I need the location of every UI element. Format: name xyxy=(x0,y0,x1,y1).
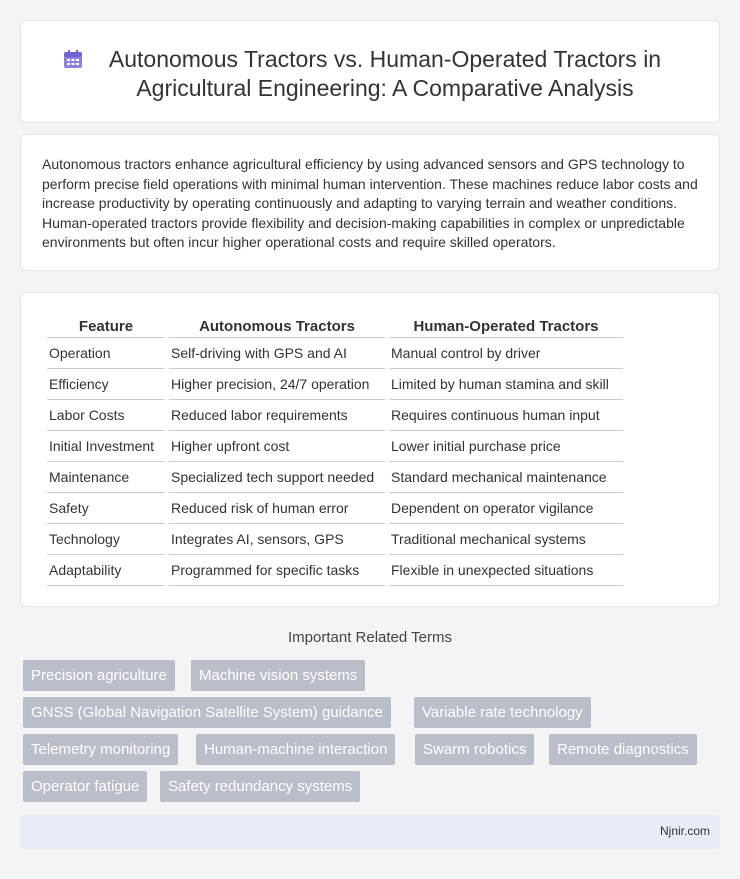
intro-paragraph: Autonomous tractors enhance agricultural efficiency by using advanced sensors and GPS technology to perform precise field operations with minimal human intervention. These machines reduce labor costs and increase productivity by operating continuously and adapting to varying terrain and weather conditions. Human-operated tractors provide flexibility and decision-making capabilities in complex or unpredictable environments but often incur higher operational costs and require skilled operators. xyxy=(42,156,698,251)
table-cell: Maintenance xyxy=(47,462,165,493)
table-cell: Standard mechanical maintenance xyxy=(389,462,623,493)
table-cell: Operation xyxy=(47,338,165,369)
title-card xyxy=(20,20,720,123)
table-row xyxy=(47,431,623,462)
table-cell: Dependent on operator vigilance xyxy=(389,493,623,524)
table-cell: Higher precision, 24/7 operation xyxy=(169,369,385,400)
page-title: Autonomous Tractors vs. Human-Operated Tractors in Agricultural Engineering: A Comparative Analysis xyxy=(108,46,662,101)
related-term-tag[interactable]: Remote diagnostics xyxy=(549,734,697,765)
table-cell: Programmed for specific tasks xyxy=(169,555,385,586)
table-cell: Technology xyxy=(47,524,165,555)
column-header: Autonomous Tractors xyxy=(169,316,385,338)
related-term-tag[interactable]: Human-machine interaction xyxy=(196,734,395,765)
table-cell: Reduced risk of human error xyxy=(169,493,385,524)
table-cell: Safety xyxy=(47,493,165,524)
table-row xyxy=(47,555,623,586)
related-term-tag[interactable]: GNSS (Global Navigation Satellite System) guidance xyxy=(23,697,391,728)
related-term-tag[interactable]: Machine vision systems xyxy=(191,660,365,691)
table-cell: Reduced labor requirements xyxy=(169,400,385,431)
intro-card xyxy=(20,134,720,271)
table-row xyxy=(47,369,623,400)
table-row xyxy=(47,338,623,369)
table-cell: Limited by human stamina and skill xyxy=(389,369,623,400)
table-cell: Efficiency xyxy=(47,369,165,400)
related-term-tag[interactable]: Precision agriculture xyxy=(23,660,175,691)
table-cell: Manual control by driver xyxy=(389,338,623,369)
table-cell: Higher upfront cost xyxy=(169,431,385,462)
table-header-row xyxy=(47,316,623,338)
table-row xyxy=(47,462,623,493)
column-header: Human-Operated Tractors xyxy=(389,316,623,338)
related-term-tag[interactable]: Telemetry monitoring xyxy=(23,734,178,765)
table-row xyxy=(47,400,623,431)
footer-site-label: Njnir.com xyxy=(659,824,710,838)
table-row xyxy=(47,524,623,555)
table-cell: Integrates AI, sensors, GPS xyxy=(169,524,385,555)
comparison-table xyxy=(43,316,627,586)
related-terms-heading: Important Related Terms xyxy=(288,629,452,646)
related-term-tag[interactable]: Swarm robotics xyxy=(415,734,534,765)
column-header: Feature xyxy=(47,316,165,338)
table-cell: Adaptability xyxy=(47,555,165,586)
table-row xyxy=(47,493,623,524)
related-term-tag[interactable]: Operator fatigue xyxy=(23,771,147,802)
table-cell: Flexible in unexpected situations xyxy=(389,555,623,586)
table-cell: Lower initial purchase price xyxy=(389,431,623,462)
table-cell: Traditional mechanical systems xyxy=(389,524,623,555)
table-cell: Specialized tech support needed xyxy=(169,462,385,493)
table-cell: Labor Costs xyxy=(47,400,165,431)
comparison-table-card xyxy=(20,292,720,607)
table-cell: Self-driving with GPS and AI xyxy=(169,338,385,369)
footer xyxy=(20,815,720,849)
table-cell: Initial Investment xyxy=(47,431,165,462)
related-term-tag[interactable]: Safety redundancy systems xyxy=(160,771,360,802)
related-term-tag[interactable]: Variable rate technology xyxy=(414,697,591,728)
table-cell: Requires continuous human input xyxy=(389,400,623,431)
